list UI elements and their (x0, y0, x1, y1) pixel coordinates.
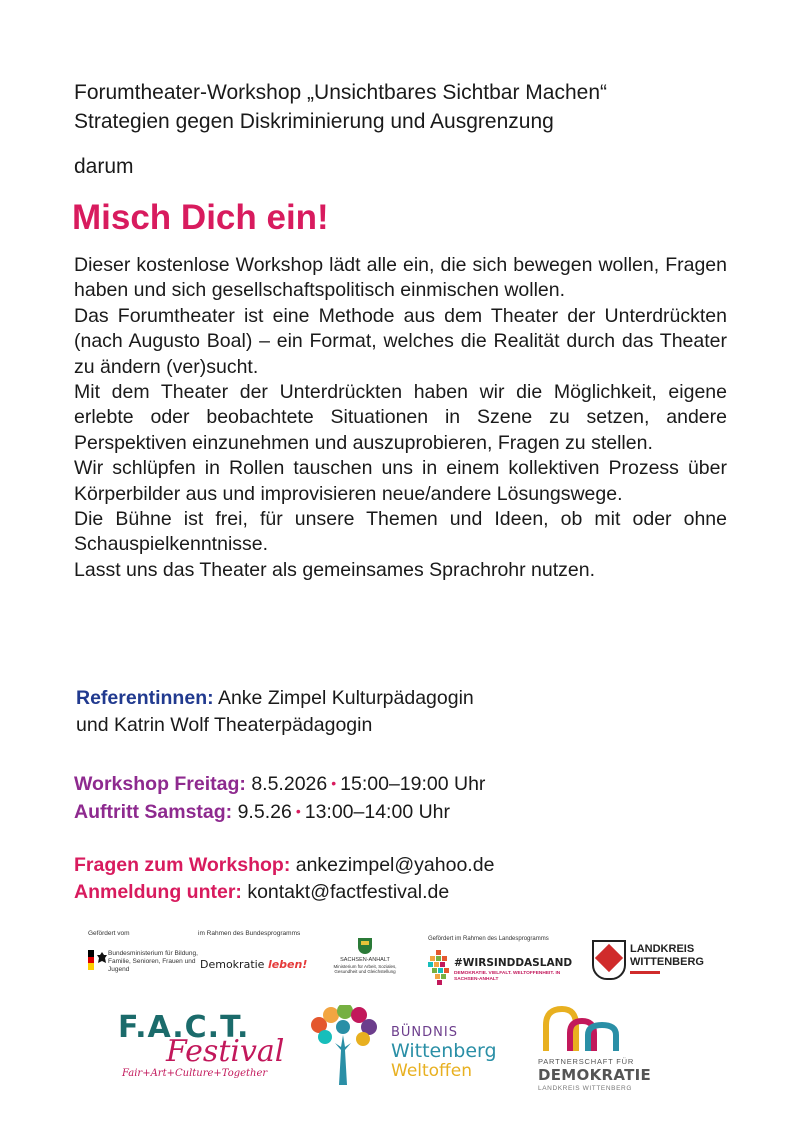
body-text (74, 253, 727, 583)
body-paragraph-3: Mit dem Theater der Unterdrückten haben wir die Möglichkeit, eigene erlebte oder beobachtete Situationen in Szene zu setzen, andere Perspektiven einzunehmen und auszuprobieren, Fragen zu stellen. (74, 381, 727, 454)
auftritt-label: Auftritt Samstag: (74, 801, 233, 823)
separator-dot: • (331, 775, 337, 791)
body-paragraph-2: Das Forumtheater ist eine Methode aus dem Theater der Unterdrückten (nach Augusto Boal) – ein Format, welches die Realität durch das Theater zu ändern (ver)sucht. (74, 304, 727, 378)
landkreis-line-1: LANDKREIS (630, 943, 695, 955)
schedule-block (74, 770, 485, 826)
fact-letters: F.A.C.T. (118, 1010, 250, 1045)
fact-tagline: Fair+Art+Culture+Together (122, 1068, 268, 1079)
bmfsfj-logo (88, 930, 198, 980)
sachsen-anhalt-ministry: Ministerium für Arbeit, Soziales, Gesundheit und Gleichstellung (333, 964, 397, 974)
partnerschaft-line-2: DEMOKRATIE (538, 1066, 652, 1084)
buendnis-wittenberg-logo (305, 1005, 505, 1085)
wirsinddasland-hashtag: #WIRSINDDASLAND (454, 957, 573, 969)
registration-email-link[interactable]: kontakt@factfestival.de (241, 881, 450, 903)
auftritt-time: 13:00–14:00 Uhr (304, 801, 450, 823)
wirsinddasland-logo (428, 935, 578, 990)
body-paragraph-4: Wir schlüpfen in Rollen tauschen uns in einem kollektiven Prozess über Körperbilder aus und improvisieren neue/andere Lösungswege. (74, 457, 727, 505)
federal-eagle-icon (97, 952, 107, 967)
referentin-2: und Katrin Wolf Theaterpädagogin (76, 714, 373, 736)
demokratie-leben-caption: im Rahmen des Bundesprogramms (198, 930, 301, 937)
landkreis-line-2: WITTENBERG (630, 956, 704, 968)
body-paragraph-1: Dieser kostenlose Workshop lädt alle ein, die sich bewegen wollen, Fragen haben und sich gesellschaftspolitisch einmischen wollen. (74, 254, 727, 302)
fact-festival-logo (112, 1010, 285, 1085)
partnerschaft-line-3: LANDKREIS WITTENBERG (538, 1085, 632, 1092)
separator-dot: • (295, 803, 301, 819)
partnerschaft-fuer-demokratie-logo (530, 1005, 652, 1100)
contact-block (74, 852, 494, 906)
darum-text: darum (74, 155, 134, 178)
buendnis-line-2: Wittenberg (391, 1040, 497, 1062)
questions-label: Fragen zum Workshop: (74, 854, 291, 876)
demokratie-word: Demokratie (200, 958, 265, 971)
questions-email-link[interactable]: ankezimpel@yahoo.de (290, 854, 495, 876)
state-crest-icon (358, 938, 372, 954)
auftritt-date: 9.5.26 (232, 801, 292, 823)
body-paragraph-5: Die Bühne ist frei, für unsere Themen und Ideen, ob mit oder ohne Schauspielkenntnisse. (74, 508, 727, 556)
leben-word: leben! (267, 958, 308, 971)
partnerschaft-line-1: PARTNERSCHAFT FÜR (538, 1057, 635, 1066)
bmfsfj-caption: Gefördert vom (88, 930, 130, 937)
fact-script: Festival (166, 1034, 285, 1069)
buendnis-line-3: Weltoffen (391, 1061, 473, 1081)
headline: Misch Dich ein! (72, 198, 329, 237)
workshop-date: 8.5.2026 (245, 773, 328, 795)
demokratie-leben-logo (198, 930, 308, 980)
referentinnen-label: Referentinnen: (76, 687, 214, 709)
workshop-label: Workshop Freitag: (74, 773, 246, 795)
landkreis-red-bar (630, 971, 660, 974)
title-line-1: Forumtheater-Workshop „Unsichtbares Sichtbar Machen“ (74, 81, 607, 104)
registration-label: Anmeldung unter: (74, 881, 242, 903)
buendnis-line-1: BÜNDNIS (391, 1025, 458, 1040)
body-paragraph-6: Lasst uns das Theater als gemeinsames Sprachrohr nutzen. (74, 558, 596, 581)
mosaic-icon (428, 950, 450, 986)
referentinnen-block (76, 685, 474, 739)
sachsen-anhalt-logo (330, 938, 400, 988)
wirsinddasland-caption: Gefördert im Rahmen des Landesprogramms (428, 936, 549, 942)
arches-icon (542, 1005, 622, 1053)
wirsinddasland-sub: DEMOKRATIE. VIELFALT. WELTOFFENHEIT. IN SACHSEN-ANHALT (454, 971, 561, 982)
landkreis-wittenberg-logo (592, 940, 732, 985)
bmfsfj-name: Bundesministerium für Bildung, Familie, Senioren, Frauen und Jugend (108, 950, 198, 973)
hands-tree-icon (305, 1005, 380, 1085)
workshop-title (74, 78, 607, 136)
sachsen-anhalt-name: SACHSEN-ANHALT (340, 957, 390, 963)
referentin-1: Anke Zimpel Kulturpädagogin (213, 687, 474, 709)
title-line-2: Strategien gegen Diskriminierung und Ausgrenzung (74, 110, 554, 133)
workshop-time: 15:00–19:00 Uhr (340, 773, 486, 795)
german-flag-icon (88, 950, 94, 970)
coat-of-arms-icon (592, 940, 626, 980)
